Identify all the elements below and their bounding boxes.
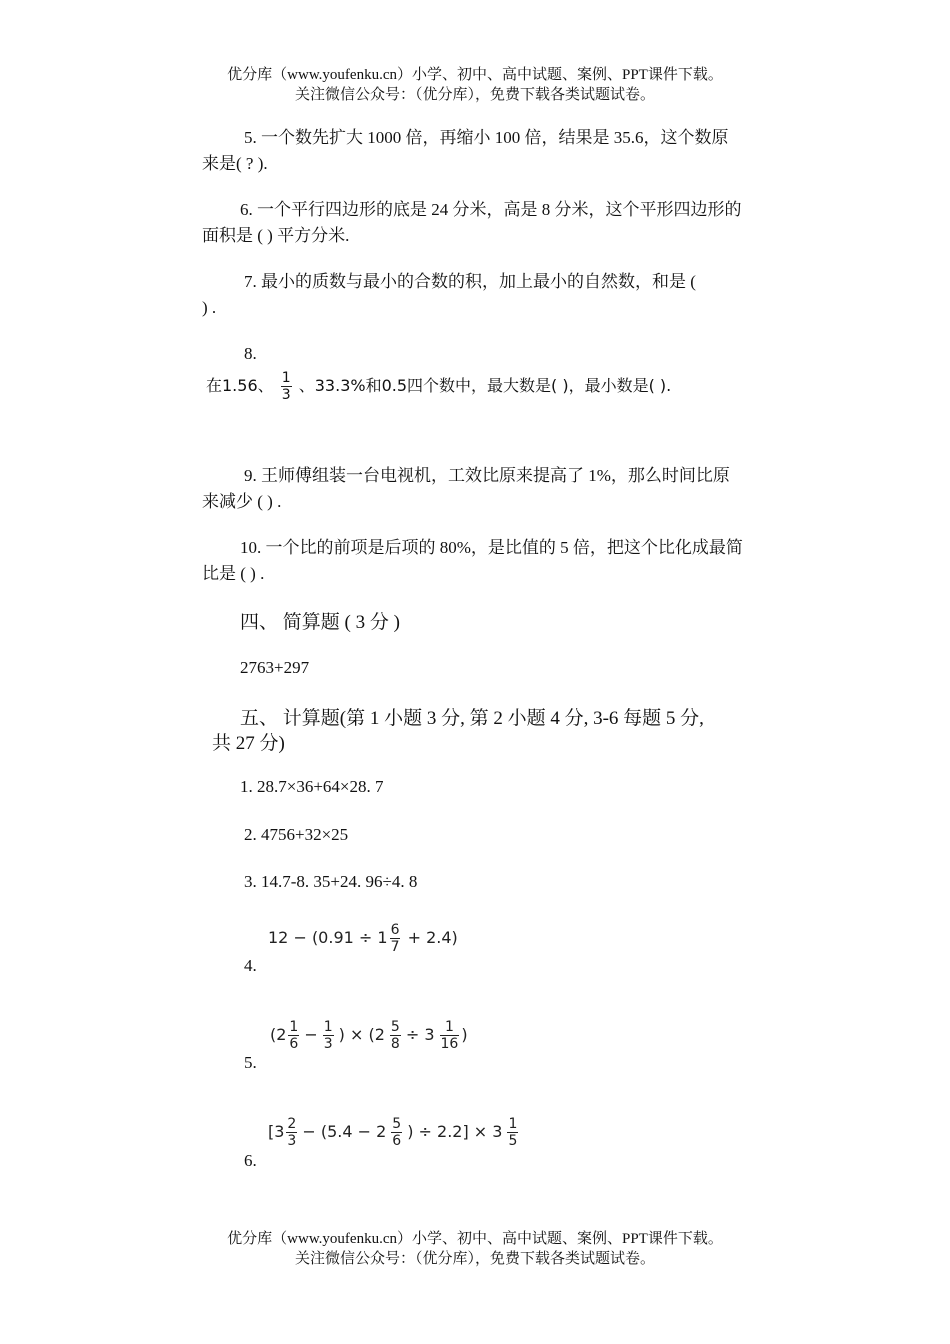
section-5-title-line-2: 共 27 分) bbox=[212, 733, 285, 754]
operator: ÷ 3 bbox=[405, 1025, 435, 1044]
question-6-line-2: 面积是 ( ) 平方分米. bbox=[202, 226, 350, 245]
fraction-denominator: 3 bbox=[323, 1036, 333, 1052]
footer-line-2: 关注微信公众号：（优分库），免费下载各类试题试卷。 bbox=[294, 1251, 655, 1267]
problem-2: 2. 4756+32×25 bbox=[244, 825, 349, 844]
problem-4-formula bbox=[268, 922, 458, 955]
question-5-line-1: 5. 一个数先扩大 1000 倍，再缩小 100 倍，结果是 35.6，这个数原 bbox=[244, 128, 729, 147]
fraction-1 bbox=[288, 1019, 299, 1052]
fraction-denominator: 7 bbox=[390, 939, 400, 955]
problem-6-part-a: [3 bbox=[268, 1122, 285, 1141]
fraction-denominator: 16 bbox=[440, 1036, 459, 1052]
problem-6-number: 6. bbox=[244, 1151, 257, 1170]
fraction-denominator: 3 bbox=[287, 1133, 297, 1149]
question-7-line-2: ) . bbox=[202, 298, 217, 317]
problem-5-number: 5. bbox=[244, 1053, 257, 1072]
operator: ) × (2 bbox=[338, 1025, 385, 1044]
fraction-six-sevenths bbox=[390, 922, 401, 955]
operator: − (5.4 − 2 bbox=[302, 1122, 387, 1141]
fraction-4 bbox=[440, 1019, 460, 1052]
fraction-2 bbox=[391, 1116, 402, 1149]
header-line-1: 优分库（www.youfenku.cn）小学、初中、高中试题、案例、PPT课件下载。 bbox=[227, 67, 723, 83]
question-8-formula bbox=[206, 370, 671, 403]
fraction-denominator: 8 bbox=[390, 1036, 400, 1052]
operator: ) ÷ 2.2] × 3 bbox=[407, 1122, 503, 1141]
fraction-numerator: 1 bbox=[289, 1019, 299, 1035]
header-line-2: 关注微信公众号：（优分库），免费下载各类试题试卷。 bbox=[294, 87, 655, 103]
problem-5-part-a: (2 bbox=[270, 1025, 287, 1044]
problem-5-formula bbox=[270, 1019, 468, 1052]
problem-4-part-a: 12 − (0.91 ÷ 1 bbox=[268, 928, 388, 947]
fraction-numerator: 1 bbox=[323, 1019, 333, 1035]
problem-6-formula bbox=[268, 1116, 520, 1149]
fraction-denominator: 6 bbox=[392, 1133, 402, 1149]
fraction-denominator: 6 bbox=[289, 1036, 299, 1052]
problem-1: 1. 28.7×36+64×28. 7 bbox=[240, 777, 384, 796]
fraction-1 bbox=[286, 1116, 297, 1149]
fraction-numerator: 6 bbox=[390, 922, 400, 938]
fraction-one-third bbox=[281, 370, 292, 403]
problem-3: 3. 14.7-8. 35+24. 96÷4. 8 bbox=[244, 872, 418, 891]
fraction-numerator: 5 bbox=[390, 1019, 400, 1035]
footer-line-1: 优分库（www.youfenku.cn）小学、初中、高中试题、案例、PPT课件下载。 bbox=[227, 1231, 723, 1247]
fraction-3 bbox=[390, 1019, 401, 1052]
question-8-suffix: 、33.3%和0.5四个数中，最大数是( )，最小数是( ). bbox=[298, 376, 672, 395]
problem-4-number: 4. bbox=[244, 956, 257, 975]
section-4-title: 四、 简算题 ( 3 分 ) bbox=[240, 612, 400, 633]
fraction-numerator: 5 bbox=[392, 1116, 402, 1132]
section-4-expression: 2763+297 bbox=[240, 658, 310, 677]
fraction-numerator: 1 bbox=[508, 1116, 518, 1132]
fraction-numerator: 1 bbox=[440, 1019, 460, 1036]
problem-4-part-b: + 2.4) bbox=[407, 928, 458, 947]
fraction-numerator: 1 bbox=[281, 370, 291, 386]
fraction-numerator: 2 bbox=[287, 1116, 297, 1132]
question-5-line-2: 来是( ? ). bbox=[202, 154, 268, 173]
question-6-line-1: 6. 一个平行四边形的底是 24 分米，高是 8 分米，这个平形四边形的 bbox=[240, 200, 742, 219]
fraction-denominator: 5 bbox=[508, 1133, 518, 1149]
fraction-denominator: 3 bbox=[281, 387, 291, 403]
question-10-line-2: 比是 ( ) . bbox=[202, 564, 265, 583]
fraction-2 bbox=[323, 1019, 334, 1052]
question-8-number: 8. bbox=[244, 344, 257, 363]
question-9-line-1: 9. 王师傅组装一台电视机，工效比原来提高了 1%，那么时间比原 bbox=[244, 466, 730, 485]
problem-5-end: ) bbox=[461, 1025, 468, 1044]
fraction-3 bbox=[507, 1116, 518, 1149]
question-8-prefix: 在1.56、 bbox=[206, 376, 274, 395]
question-7-line-1: 7. 最小的质数与最小的合数的积，加上最小的自然数，和是 ( bbox=[244, 272, 696, 291]
section-5-title-line-1: 五、 计算题(第 1 小题 3 分, 第 2 小题 4 分, 3-6 每题 5 分, bbox=[240, 708, 704, 729]
question-10-line-1: 10. 一个比的前项是后项的 80%，是比值的 5 倍，把这个比化成最简 bbox=[240, 538, 743, 557]
operator: − bbox=[304, 1025, 318, 1044]
question-9-line-2: 来减少 ( ) . bbox=[202, 492, 282, 511]
